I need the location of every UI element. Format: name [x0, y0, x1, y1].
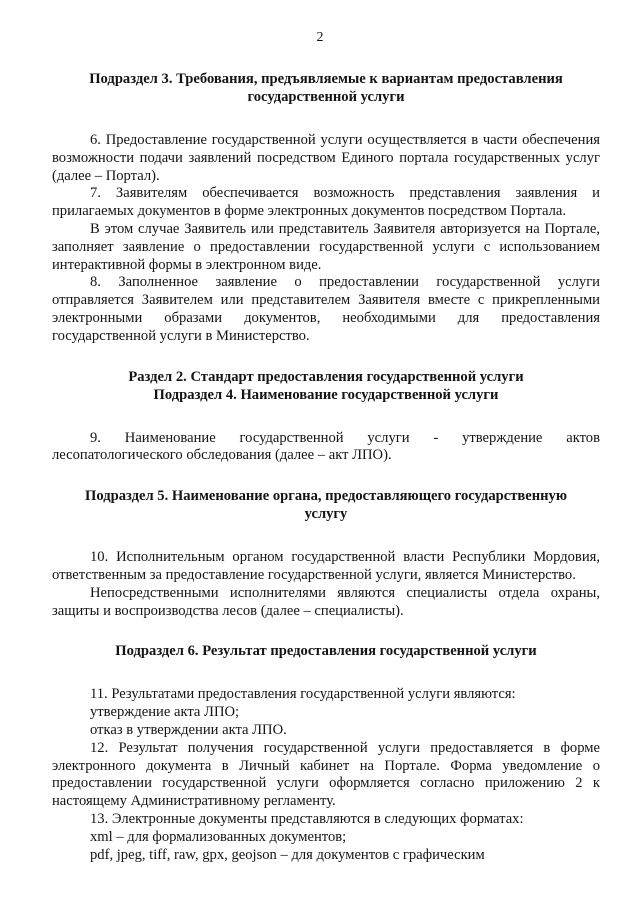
- paragraph: 7. Заявителям обеспечивается возможность представления заявления и прилагаемых документов в форме электронных документов посредством Портала.: [52, 185, 600, 220]
- section-heading: [52, 368, 600, 404]
- paragraph: xml – для формализованных документов;: [90, 828, 347, 845]
- paragraph: 8. Заполненное заявление о предоставлении государственной услуги отправляется Заявителем или представителем Заявителя вместе с прикрепленными электронными образами документов, необходимыми для предоставления государственной услуги в Министерство.: [52, 274, 600, 344]
- paragraph: 6. Предоставление государственной услуги осуществляется в части обеспечения возможности подачи заявлений посредством Единого портала государственных услуг (далее – Портал).: [52, 132, 600, 184]
- heading-line: Подраздел 3. Требования, предъявляемые к вариантам предоставления: [89, 71, 563, 87]
- section-heading: [52, 70, 600, 106]
- paragraph: 13. Электронные документы представляются в следующих форматах:: [90, 810, 524, 827]
- paragraph: 10. Исполнительным органом государственной власти Республики Мордовия, ответственным за предоставление государственной услуги, является Министерство.: [52, 549, 600, 583]
- page-number: 2: [316, 30, 324, 45]
- section-heading: [52, 487, 600, 523]
- heading-line: Подраздел 5. Наименование органа, предоставляющего государственную: [84, 488, 568, 505]
- paragraph: утверждение акта ЛПО;: [90, 704, 240, 721]
- document-body: [52, 70, 600, 864]
- paragraph: 11. Результатами предоставления государственной услуги являются:: [90, 686, 516, 703]
- paragraph: отказ в утверждении акта ЛПО.: [90, 721, 287, 738]
- heading-line: государственной услуги: [247, 89, 405, 105]
- paragraph: pdf, jpeg, tiff, raw, gpx, geojson – для документов с графическим: [90, 846, 485, 863]
- heading-line: Подраздел 6. Результат предоставления государственной услуги: [115, 643, 537, 660]
- paragraph: Непосредственными исполнителями являются специалисты отдела охраны, защиты и воспроизводства лесов (далее – специалисты).: [52, 584, 600, 619]
- paragraph: 12. Результат получения государственной услуги предоставляется в форме электронного документа в Личный кабинет на Портале. Форма уведомление о предоставлении государственной услуги оформляется согласно приложению 2 к настоящему Административному регламенту.: [52, 739, 600, 810]
- heading-line: Подраздел 4. Наименование государственной услуги: [153, 386, 499, 403]
- heading-line: услугу: [304, 506, 348, 523]
- section-heading: [52, 642, 600, 660]
- paragraph: В этом случае Заявитель или представитель Заявителя авторизуется на Портале, заполняет заявление о предоставлении государственной услуги с использованием интерактивной формы в электронном виде.: [52, 220, 600, 273]
- heading-line: Раздел 2. Стандарт предоставления государственной услуги: [128, 368, 524, 385]
- paragraph: 9. Наименование государственной услуги - утверждение актов лесопатологического обследования (далее – акт ЛПО).: [52, 429, 600, 464]
